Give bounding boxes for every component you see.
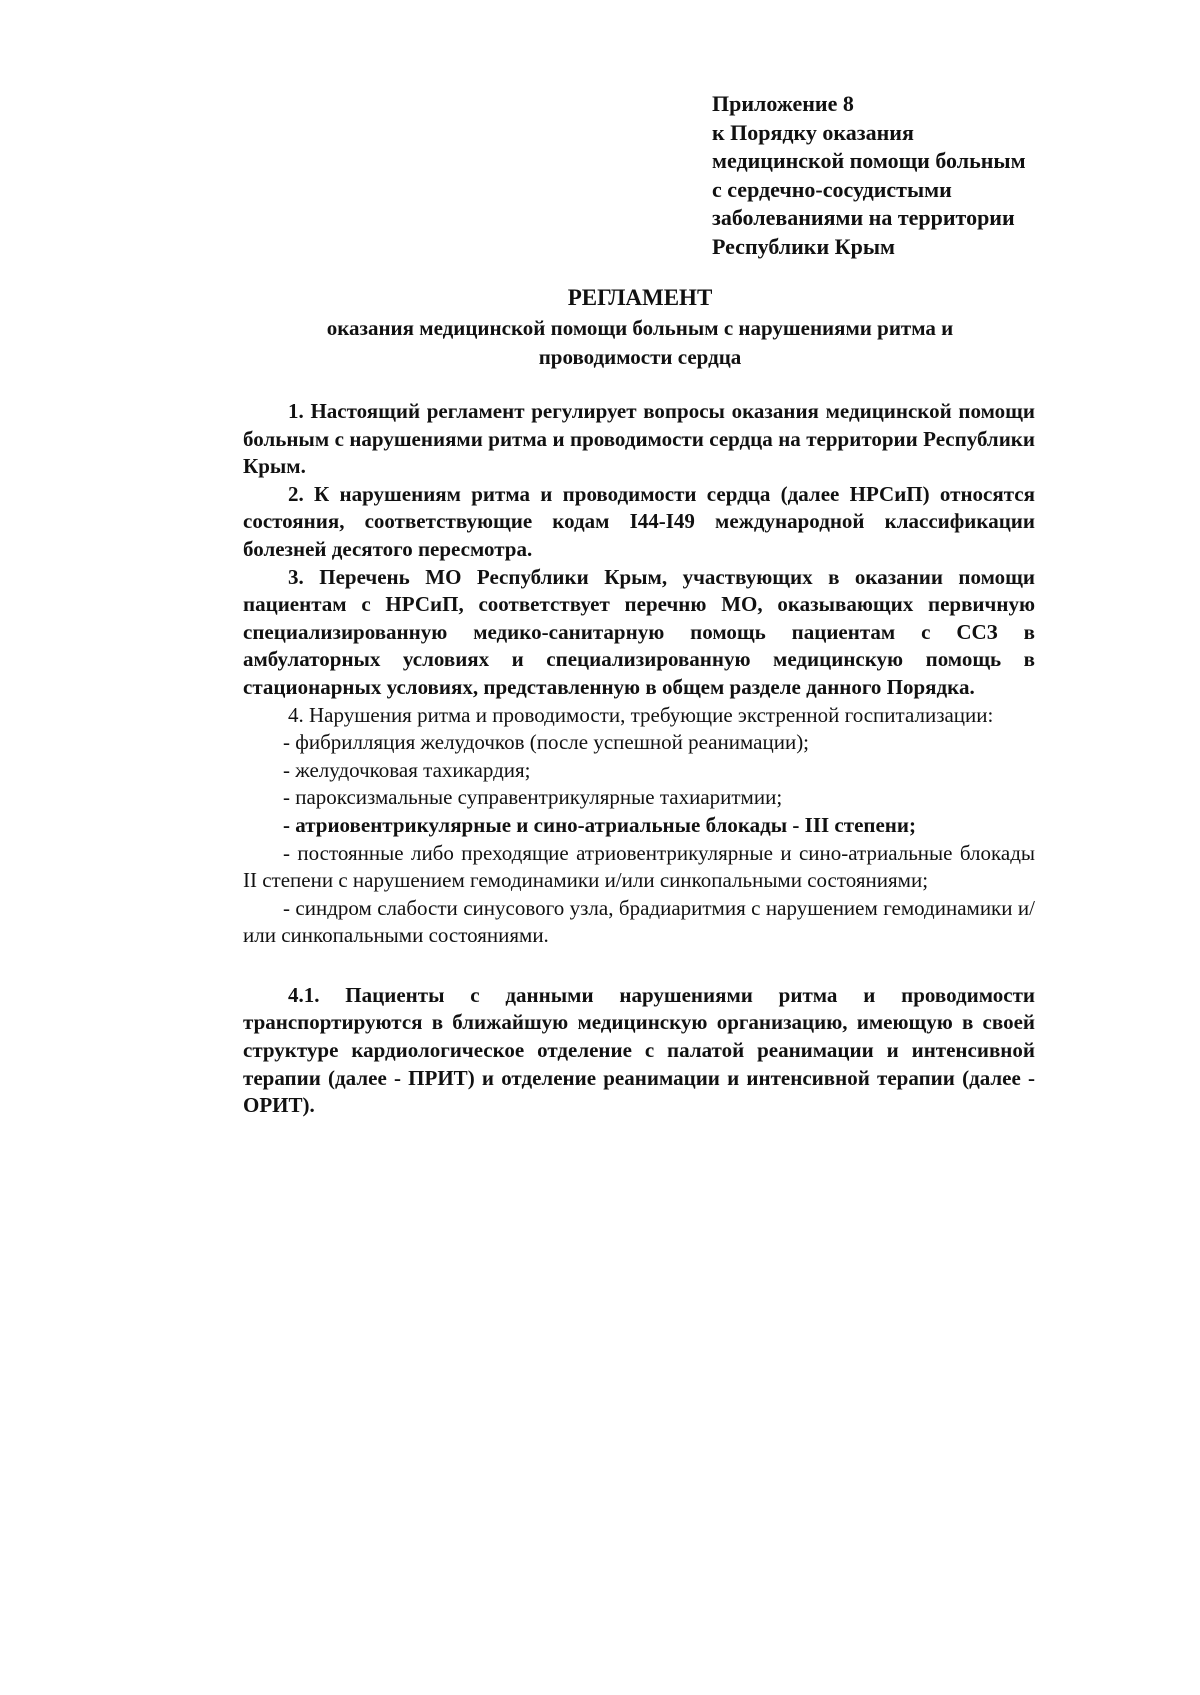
appendix-line: медицинской помощи больным (712, 148, 1026, 173)
paragraph-4-1: 4.1. Пациенты с данными нарушениями ритма и проводимости транспортируются в ближайшую медицинскую организацию, имеющую в своей структуре кардиологическое отделение с палатой реанимации и интенсивной терапии (далее - ПРИТ) и отделение реанимации и интенсивной терапии (далее - ОРИТ). (243, 982, 1035, 1118)
paragraph-4: 4. Нарушения ритма и проводимости, требующие экстренной госпитализации: (288, 702, 994, 727)
paragraph-1: 1. Настоящий регламент регулирует вопросы оказания медицинской помощи больным с нарушениями ритма и проводимости сердца на территории Республики Крым. (243, 399, 1035, 479)
subtitle-line: оказания медицинской помощи больным с нарушениями ритма и (326, 316, 954, 340)
paragraph-3: 3. Перечень МО Республики Крым, участвующих в оказании помощи пациентам с НРСиП, соответствует перечню МО, оказывающих первичную специализированную медико-санитарную помощь пациентам с ССЗ в амбулаторных условиях и специализированную медицинскую помощь в стационарных условиях, представленную в общем разделе данного Порядка. (243, 564, 1035, 699)
document-body (243, 398, 1035, 1120)
list-item: - пароксизмальные суправентрикулярные тахиаритмии; (283, 785, 783, 810)
list-item: - фибрилляция желудочков (после успешной реанимации); (283, 730, 810, 755)
appendix-header (712, 90, 1072, 261)
paragraph-2: 2. К нарушениям ритма и проводимости сердца (далее НРСиП) относятся состояния, соответствующие кодам I44-I49 международной классификации болезней десятого пересмотра. (243, 481, 1035, 561)
appendix-line: к Порядку оказания (712, 119, 914, 145)
appendix-line: с сердечно-сосудистыми (712, 176, 952, 202)
document-title: РЕГЛАМЕНТ (567, 285, 713, 310)
list-item: - синдром слабости синусового узла, брадиаритмия с нарушением гемодинамики и/или синкопальными состояниями. (243, 895, 1035, 948)
appendix-line: Приложение 8 (712, 91, 854, 116)
list-item: - атриовентрикулярные и сино-атриальные блокады - III степени; (283, 812, 917, 837)
appendix-line: Республики Крым (712, 233, 896, 259)
subtitle-line: проводимости сердца (538, 345, 742, 369)
appendix-line: заболеваниями на территории (712, 205, 1015, 230)
list-item: - желудочковая тахикардия; (283, 757, 531, 782)
document-subtitle (250, 314, 1030, 372)
list-item: - постоянные либо преходящие атриовентрикулярные и сино-атриальные блокады II степени с нарушением гемодинамики и/или синкопальными состояниями; (243, 840, 1035, 893)
